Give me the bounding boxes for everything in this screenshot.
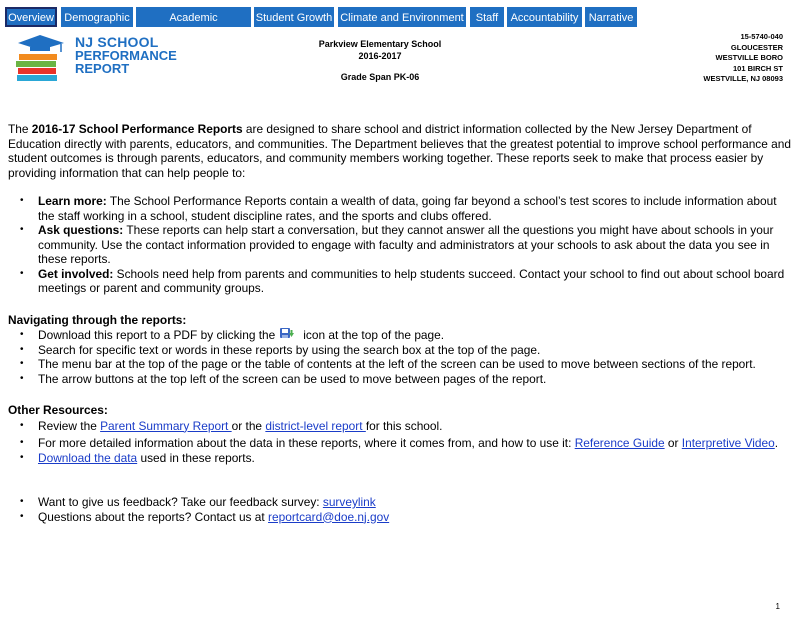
school-code: 15-5740-040: [740, 32, 783, 41]
logo-line-2: PERFORMANCE: [75, 48, 177, 63]
logo-text: [75, 36, 177, 75]
tab-academic-achievement[interactable]: Academic Achievement: [136, 7, 251, 27]
books-cap-icon: [12, 33, 70, 85]
list-item: • The menu bar at the top of the page or the table of contents at the left of the screen can be used to move between sections of the report.: [8, 357, 794, 372]
city: WESTVILLE, NJ 08093: [703, 74, 783, 83]
list-item: • Learn more: The School Performance Reports contain a wealth of data, going far beyond a school’s test scores to include information about the staff working in a school, student discipline rates, and the sports and clubs offered.: [8, 194, 794, 223]
logo-line-3: REPORT: [75, 61, 130, 76]
tab-overview[interactable]: Overview: [5, 7, 57, 27]
tab-accountability[interactable]: Accountability: [507, 7, 582, 27]
resources-title: Other Resources:: [8, 403, 108, 417]
nj-school-performance-report-logo: [12, 33, 187, 85]
page-number: 1: [775, 602, 780, 611]
list-item: • Get involved: Schools need help from parents and communities to help students succeed. Contact your school to find out about school board meetings or parent and community groups.: [8, 267, 794, 296]
school-year: 2016-2017: [358, 51, 402, 61]
resources-list: [8, 419, 794, 466]
tab-narrative[interactable]: Narrative: [585, 7, 637, 27]
navigating-list: [8, 328, 794, 386]
list-item: • For more detailed information about the data in these reports, where it comes from, and how to use it: Reference Guide or Interpretive Video.: [8, 436, 794, 451]
intro-paragraph: The 2016-17 School Performance Reports are designed to share school and district information collected by the New Jersey Department of Education directly with parents, educators, and communities. The Department believes that the greatest potential to improve school performance and student outcomes is through parents, educators, and community members working together. These reports seek to make that process easier by providing information that can help people to:: [8, 122, 792, 180]
list-item: • The arrow buttons at the top left of the screen can be used to move between pages of the report.: [8, 372, 794, 387]
school-header: [300, 38, 460, 86]
tab-demographic[interactable]: Demographic: [61, 7, 133, 27]
district-level-report-link[interactable]: district-level report: [265, 418, 366, 433]
school-address: [703, 32, 783, 85]
help-list: [8, 194, 794, 296]
tab-staff[interactable]: Staff: [470, 7, 504, 27]
parent-summary-report-link[interactable]: Parent Summary Report: [100, 418, 232, 433]
school-name: Parkview Elementary School: [318, 39, 442, 49]
list-item: • Want to give us feedback? Take our feedback survey: surveylink: [8, 495, 794, 510]
interpretive-video-link[interactable]: Interpretive Video: [681, 436, 775, 450]
tab-student-growth[interactable]: Student Growth: [254, 7, 334, 27]
list-item: • Ask questions: These reports can help start a conversation, but they cannot answer all the questions you might have about schools in your community. Use the contact information provided to engage with faculty and administrators at your schools to ask about the data you see in these reports.: [8, 223, 794, 267]
list-item: • Questions about the reports? Contact us at reportcard@doe.nj.gov: [8, 510, 794, 525]
feedback-list: [8, 495, 794, 524]
county: GLOUCESTER: [730, 42, 783, 52]
list-item: • Search for specific text or words in these reports by using the search box at the top of the page.: [8, 343, 794, 358]
list-item: • Download this report to a PDF by clicking the icon at the top of the page.: [8, 328, 794, 343]
pdf-download-icon[interactable]: [280, 328, 294, 340]
overview-content: [8, 122, 794, 524]
navigating-title: Navigating through the reports:: [8, 312, 187, 327]
list-item: • Review the Parent Summary Report or the district-level report for this school.: [8, 419, 794, 434]
district: WESTVILLE BORO: [715, 53, 783, 62]
reference-guide-link[interactable]: Reference Guide: [574, 436, 665, 450]
survey-link[interactable]: surveylink: [322, 495, 376, 509]
list-item: • Download the data used in these reports.: [8, 451, 794, 466]
contact-email-link[interactable]: reportcard@doe.nj.gov: [268, 509, 390, 524]
street: 101 BIRCH ST: [732, 63, 783, 73]
grade-span: Grade Span PK-06: [340, 72, 420, 82]
download-data-link[interactable]: Download the data: [38, 450, 138, 465]
tab-climate-and-environment[interactable]: Climate and Environment: [338, 7, 466, 27]
logo-line-1: NJ SCHOOL: [75, 34, 159, 50]
